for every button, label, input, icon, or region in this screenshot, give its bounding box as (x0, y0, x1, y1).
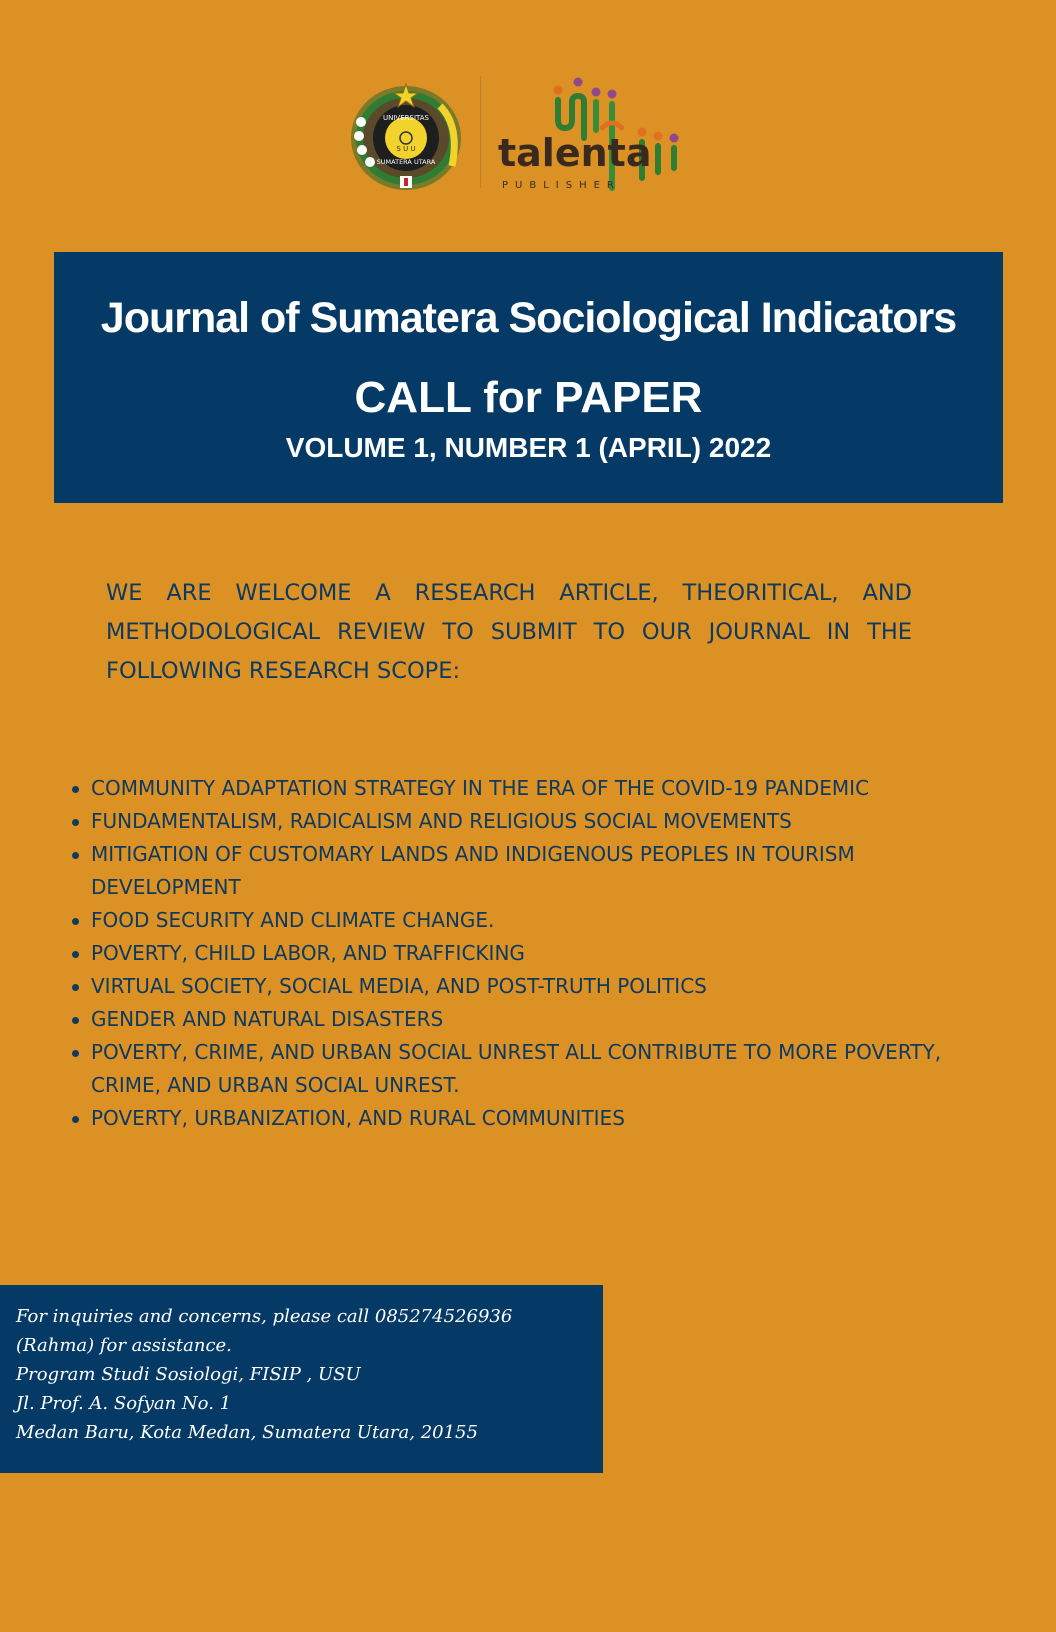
contact-panel (0, 1285, 603, 1473)
title-panel (54, 252, 1003, 503)
bullet-icon (72, 984, 79, 991)
bullet-icon (72, 819, 79, 826)
scope-list-item (70, 1003, 950, 1036)
street-address: Jl. Prof. A. Sofyan No. 1 (16, 1393, 232, 1414)
scope-list-item (70, 904, 950, 937)
scope-item-text: FUNDAMENTALISM, RADICALISM AND RELIGIOUS SOCIAL MOVEMENTS (91, 809, 792, 833)
bullet-icon (72, 951, 79, 958)
volume-label: VOLUME 1, NUMBER 1 (APRIL) 2022 (285, 432, 772, 463)
scope-item-text: COMMUNITY ADAPTATION STRATEGY IN THE ERA OF THE COVID-19 PANDEMIC (91, 776, 870, 800)
talenta-publisher-label: PUBLISHER (502, 180, 621, 191)
scope-item-text: POVERTY, CRIME, AND URBAN SOCIAL UNREST ALL CONTRIBUTE TO MORE POVERTY, CRIME, AND URBAN SOCIAL UNREST. (91, 1040, 942, 1097)
talenta-publisher-logo (498, 68, 728, 198)
city-address: Medan Baru, Kota Medan, Sumatera Utara, 20155 (16, 1422, 478, 1443)
bullet-icon (72, 918, 79, 925)
scope-list-item (70, 772, 950, 805)
bullet-icon (72, 1116, 79, 1123)
scope-list-item (70, 1036, 950, 1102)
bullet-icon (72, 1050, 79, 1057)
scope-item-text: POVERTY, URBANIZATION, AND RURAL COMMUNITIES (91, 1106, 625, 1130)
scope-item-text: VIRTUAL SOCIETY, SOCIAL MEDIA, AND POST-TRUTH POLITICS (91, 974, 707, 998)
scope-list-item (70, 937, 950, 970)
scope-item-text: GENDER AND NATURAL DISASTERS (91, 1007, 444, 1031)
research-scope-list (70, 772, 950, 1135)
bullet-icon (72, 852, 79, 859)
bullet-icon (72, 786, 79, 793)
logo-divider (480, 76, 481, 188)
scope-list-item (70, 805, 950, 838)
scope-item-text: POVERTY, CHILD LABOR, AND TRAFFICKING (91, 941, 525, 965)
scope-list-item (70, 970, 950, 1003)
journal-title: Journal of Sumatera Sociological Indicators (100, 294, 957, 342)
scope-item-text: FOOD SECURITY AND CLIMATE CHANGE. (91, 908, 495, 932)
call-for-paper-heading: CALL for PAPER (354, 373, 703, 422)
scope-list-item (70, 1102, 950, 1135)
usu-center-letters: S U U (396, 145, 416, 153)
bullet-icon (72, 1017, 79, 1024)
usu-emblem-logo (348, 76, 464, 192)
program-text: Program Studi Sosiologi, FISIP , USU (16, 1364, 361, 1385)
usu-text-bottom: SUMATERA UTARA (376, 158, 436, 166)
inquiry-text: For inquiries and concerns, please call 085274526936 (Rahma) for assistance. (16, 1306, 513, 1356)
scope-list-item (70, 838, 950, 904)
contact-info (16, 1302, 591, 1447)
intro-paragraph: WE ARE WELCOME A RESEARCH ARTICLE, THEORITICAL, AND METHODOLOGICAL REVIEW TO SUBMIT TO OUR JOURNAL IN THE FOLLOWING RESEARCH SCOPE: (106, 580, 912, 684)
talenta-wordmark: talenta (498, 131, 652, 175)
scope-item-text: MITIGATION OF CUSTOMARY LANDS AND INDIGENOUS PEOPLES IN TOURISM DEVELOPMENT (91, 842, 855, 899)
usu-text-top: UNIVERSITAS (383, 114, 429, 122)
logo-row (348, 68, 728, 198)
